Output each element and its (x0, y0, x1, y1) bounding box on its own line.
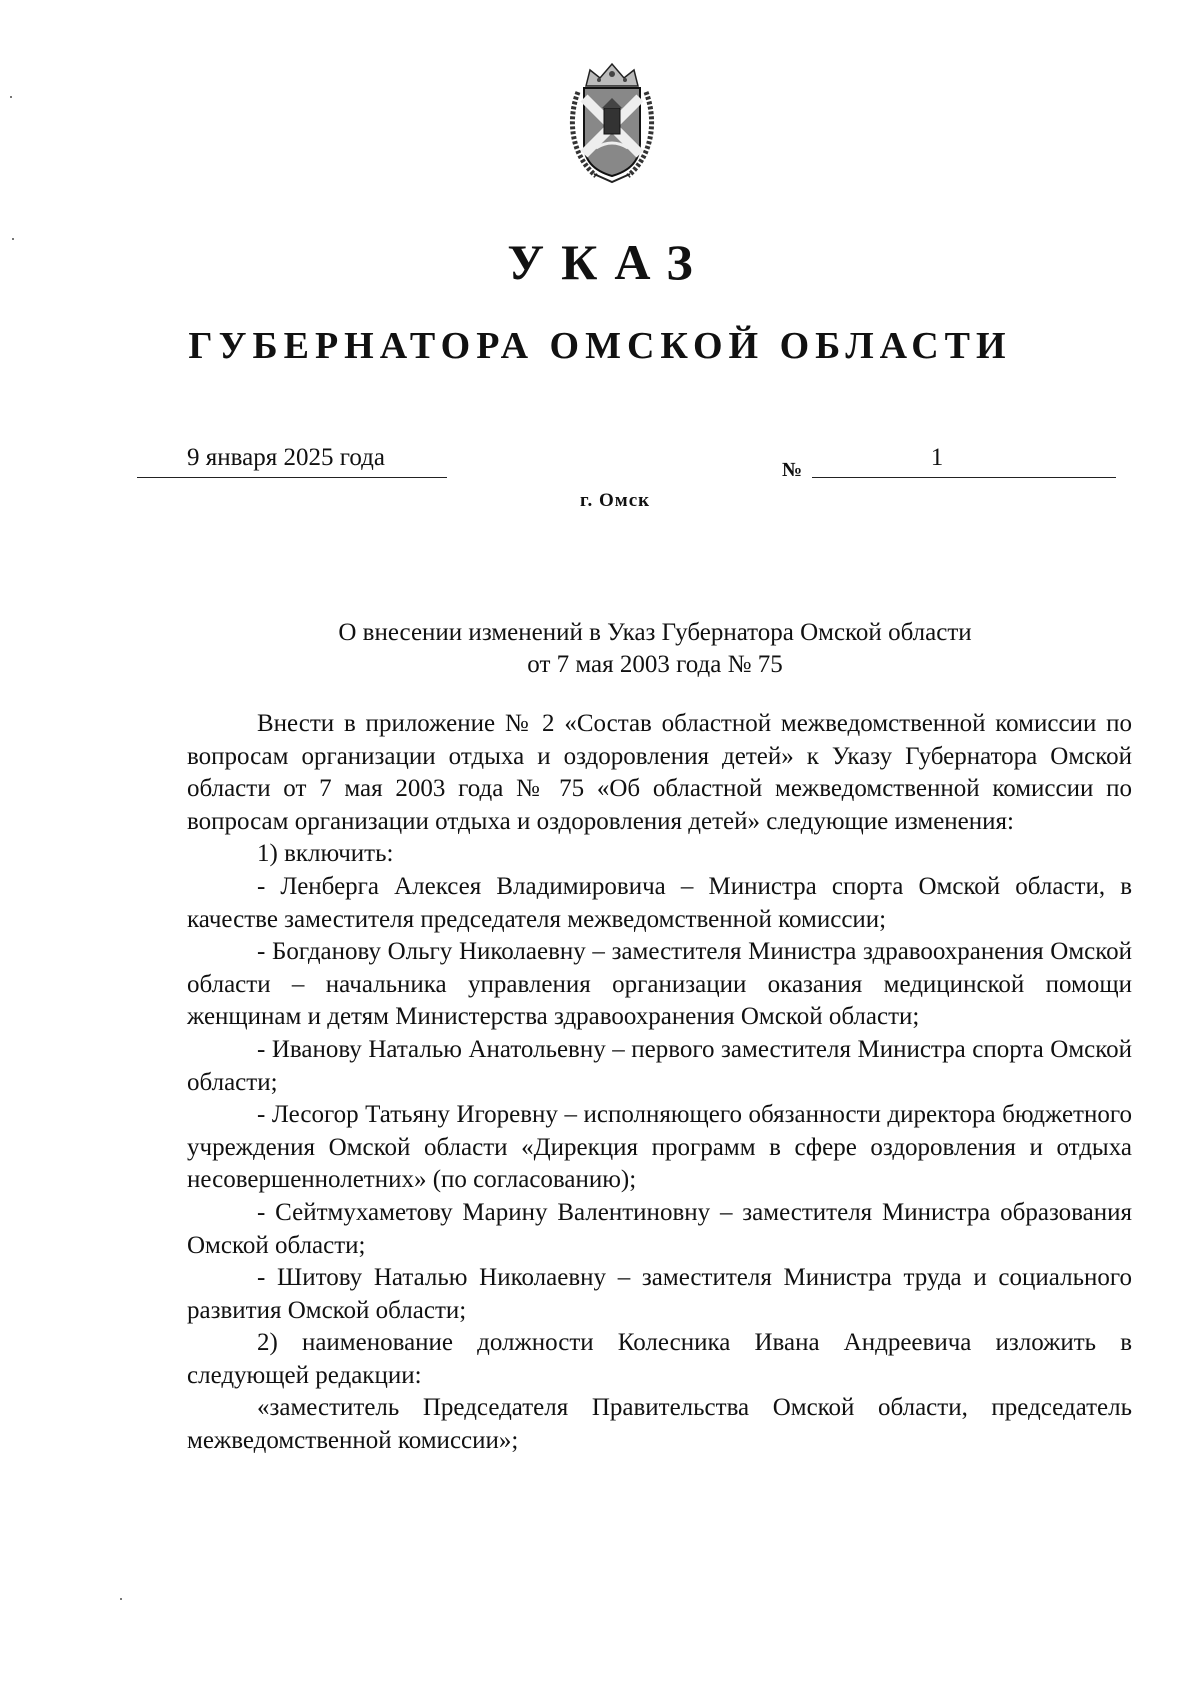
body-paragraph: - Богданову Ольгу Николаевну – заместителя Министра здравоохранения Омской области – начальника управления организации оказания медицинской помощи женщинам и детям Министерства здравоохранения Омской области; (187, 938, 1132, 1031)
body-paragraph: - Шитову Наталью Николаевну – заместителя Министра труда и социального развития Омской области; (187, 1264, 1132, 1324)
body-paragraph: 1) включить: (257, 840, 394, 868)
date-field (137, 443, 447, 478)
issuer-title: ГУБЕРНАТОРА ОМСКОЙ ОБЛАСТИ (188, 325, 1012, 367)
body-paragraph: - Ленберга Алексея Владимировича – Министра спорта Омской области, в качестве заместителя председателя межведомственной комиссии; (187, 872, 1132, 933)
document-body (187, 708, 1132, 1458)
body-paragraph: - Иванову Наталью Анатольевну – первого заместителя Министра спорта Омской области; (187, 1035, 1132, 1096)
subject-line-2: от 7 мая 2003 года № 75 (527, 651, 783, 678)
document-type-title: УКАЗ (507, 234, 710, 290)
scan-mark (10, 96, 12, 98)
scan-mark (120, 1598, 122, 1600)
number-label: № (782, 459, 803, 481)
number-field (812, 443, 1116, 478)
document-subject (230, 617, 1080, 681)
city-label: г. Омск (580, 490, 651, 511)
document-date: 9 января 2025 года (187, 444, 385, 471)
subject-line-1: О внесении изменений в Указ Губернатора Омской области (338, 619, 972, 646)
scan-mark (12, 238, 14, 240)
omsk-region-coat-of-arms-icon (566, 58, 658, 186)
body-paragraph: «заместитель Председателя Правительства Омской области, председатель межведомственной комиссии»; (187, 1394, 1132, 1455)
body-paragraph: - Сейтмухаметову Марину Валентиновну – заместителя Министра образования Омской области; (187, 1198, 1132, 1259)
body-paragraph: - Лесогор Татьяну Игоревну – исполняющего обязанности директора бюджетного учреждения Омской области «Дирекция программ в сфере оздоровления и отдыха несовершеннолетних» (по согласованию); (187, 1101, 1132, 1194)
document-number: 1 (930, 444, 944, 471)
body-paragraph: 2) наименование должности Колесника Ивана Андреевича изложить в следующей редакции: (187, 1329, 1132, 1389)
body-paragraph: Внести в приложение № 2 «Состав областной межведомственной комиссии по вопросам организации отдыха и оздоровления детей» к Указу Губернатора Омской области от 7 мая 2003 года № 75 «Об областной межведомственной комиссии по вопросам организации отдыха и оздоровления детей» следующие изменения: (187, 710, 1132, 835)
